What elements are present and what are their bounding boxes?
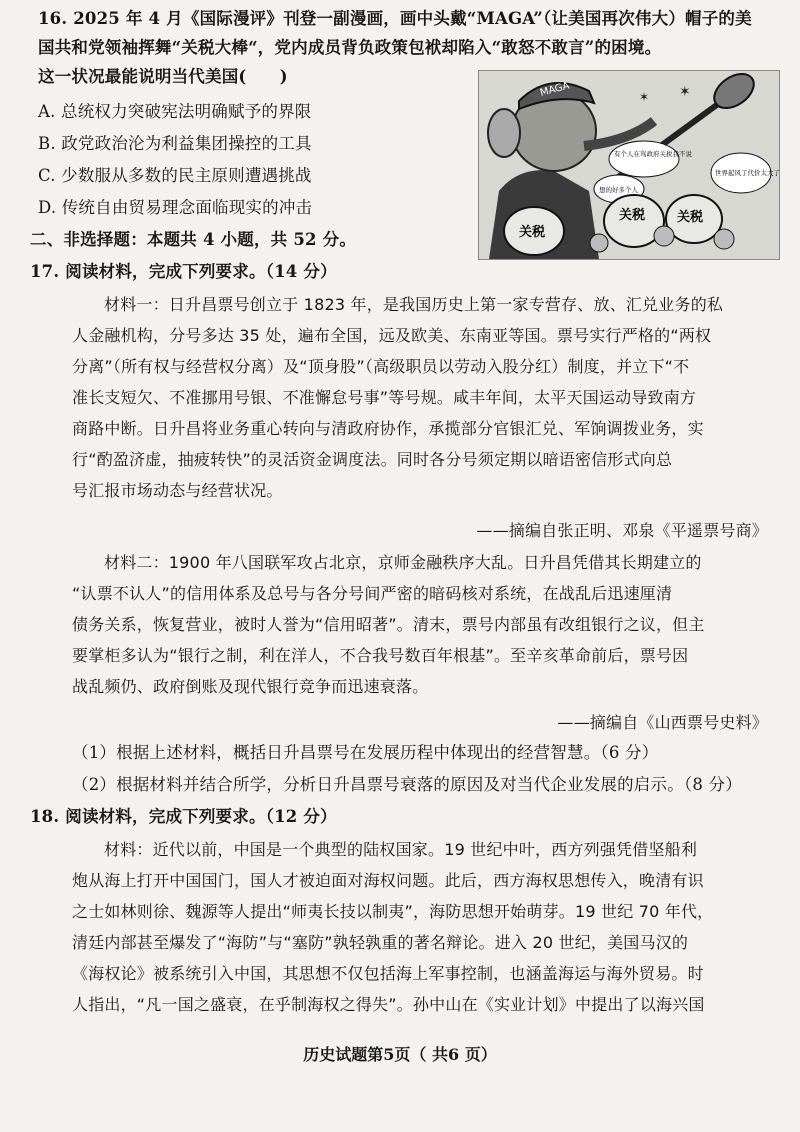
q18-material-line-6: 人指出，“凡一国之盛衰，在乎制海权之得失”。孙中山在《实业计划》中提出了以海兴国: [72, 995, 705, 1014]
q17-material2-line-2: “认票不认人”的信用体系及总号与各分号间严密的暗码核对系统，在战乱后迅速厘清: [72, 584, 673, 603]
q17-material1-line-4: 准长支短欠、不准挪用号银、不准懈怠号事”等号规。咸丰年间，太平天国运动导致南方: [72, 388, 697, 407]
q16-stem-line-1: 16. 2025 年 4 月《国际漫评》刊登一副漫画，画中头戴“MAGA”（让美国再次伟大）帽子的美: [38, 9, 752, 28]
cartoon-bag-label-1: 关税: [519, 225, 546, 240]
q18-material-line-4: 清廷内部甚至爆发了“海防”与“塞防”孰轻孰重的著名辩论。进入 20 世纪，美国马汉的: [72, 933, 689, 952]
q16-option-b: B. 政党政治沦为利益集团操控的工具: [38, 134, 312, 153]
q17-material1-line-2: 人金融机构，分号多达 35 处，遍布全国，远及欧美、东南亚等国。票号实行严格的“两权: [72, 326, 712, 345]
q18-material-line-2: 炮从海上打开中国国门，国人才被迫面对海权问题。此后，西方海权思想传入，晚清有识: [72, 871, 704, 890]
cartoon-bubble-3: 世界起风了代价太大了: [715, 169, 779, 177]
q17-material1-line-1: 材料一：日升昌票号创立于 1823 年，是我国历史上第一家专营存、放、汇兑业务的私: [104, 295, 724, 314]
q17-material1-line-3: 分离”（所有权与经营权分离）及“顶身股”（高级职员以劳动入股分红）制度，并立下“不: [72, 357, 690, 376]
q16-stem-line-2: 国共和党领袖挥舞“关税大棒“，党内成员背负政策包袱却陷入“敢怒不敢言”的困境。: [38, 38, 662, 57]
q17-subquestion-2: （2）根据材料并结合所学，分析日升昌票号衰落的原因及对当代企业发展的启示。（8 分）: [72, 775, 742, 794]
q17-material2-line-3: 债务关系，恢复营业，被时人誉为“信用昭著”。清末，票号内部虽有改组银行之议，但主: [72, 615, 705, 634]
cartoon-bag-label-3: 关税: [677, 210, 704, 225]
q17-material2-source: ——摘编自《山西票号史料》: [557, 713, 768, 732]
q17-material2-line-1: 材料二：1900 年八国联军攻占北京，京师金融秩序大乱。日升昌凭借其长期建立的: [104, 553, 702, 572]
page-footer: 历史试题第5页（ 共6 页）: [303, 1045, 497, 1064]
q18-title: 18. 阅读材料，完成下列要求。（12 分）: [30, 807, 337, 826]
q18-material-line-3: 之士如林则徐、魏源等人提出“师夷长技以制夷”，海防思想开始萌芽。19 世纪 70 年代，: [72, 902, 714, 921]
q17-material1-line-6: 行“酌盈济虚，抽疲转快”的灵活资金调度法。同时各分号须定期以暗语密信形式向总: [72, 450, 673, 469]
cartoon-bag-label-2: 关税: [619, 208, 646, 223]
q17-material2-line-4: 要掌柜多认为“银行之制，利在洋人，不合我号数百年根基”。至辛亥革命前后，票号因: [72, 646, 689, 665]
q16-option-d: D. 传统自由贸易理念面临现实的冲击: [38, 198, 313, 217]
q16-option-c: C. 少数服从多数的民主原则遭遇挑战: [38, 166, 312, 185]
q18-material-line-1: 材料：近代以前，中国是一个典型的陆权国家。19 世纪中叶，西方列强凭借坚船利: [104, 840, 698, 859]
q18-material-line-5: 《海权论》被系统引入中国，其思想不仅包括海上军事控制，也涵盖海运与海外贸易。时: [72, 964, 704, 983]
cartoon-bubble-1: 有个人在骂政府关税我不说: [614, 150, 692, 158]
q17-material1-source: ——摘编自张正明、邓泉《平遥票号商》: [476, 521, 768, 540]
q16-stem-line-3: 这一状况最能说明当代美国( ): [38, 67, 288, 86]
q17-material1-line-7: 号汇报市场动态与经营状况。: [72, 481, 283, 500]
q16-option-a: A. 总统权力突破宪法明确赋予的界限: [38, 102, 312, 121]
cartoon-hat-text: MAGA: [538, 80, 571, 99]
svg-text:✶: ✶: [679, 84, 691, 100]
svg-text:✶: ✶: [639, 90, 650, 104]
q17-subquestion-1: （1）根据上述材料，概括日升昌票号在发展历程中体现出的经营智慧。（6 分）: [72, 743, 659, 762]
q17-material2-line-5: 战乱频仍、政府倒账及现代银行竞争而迅速衰落。: [72, 677, 429, 696]
section-2-heading: 二、非选择题：本题共 4 小题，共 52 分。: [30, 230, 357, 249]
q17-material1-line-5: 商路中断。日升昌将业务重心转向与清政府协作，承揽部分官银汇兑、军饷调拨业务，实: [72, 419, 704, 438]
q17-title: 17. 阅读材料，完成下列要求。（14 分）: [30, 262, 337, 281]
cartoon-bubble-2: 想的好多个人: [599, 186, 638, 194]
